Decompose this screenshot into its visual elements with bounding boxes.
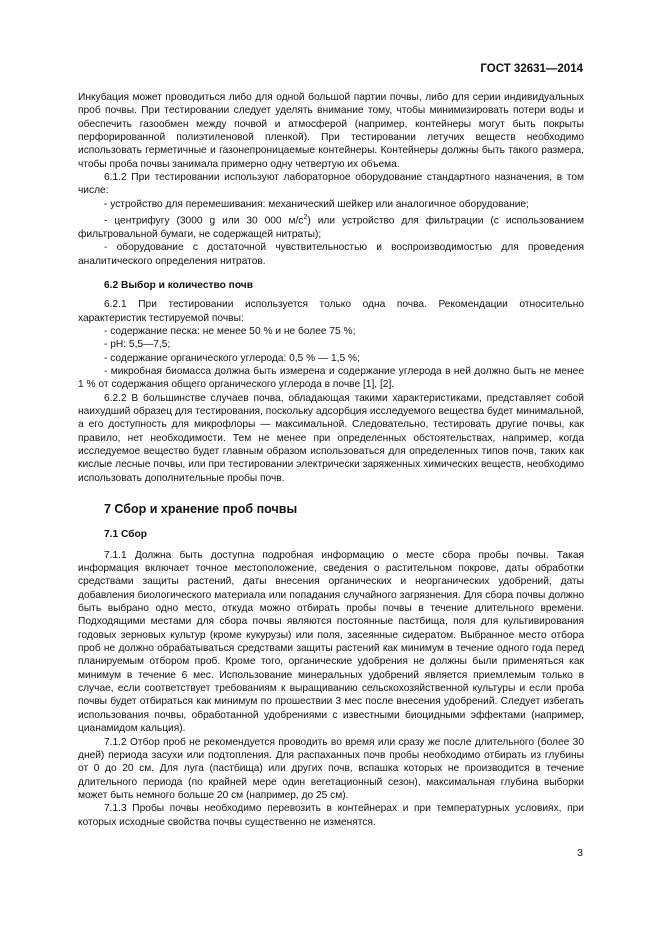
centrifuge-text-end: ) или устройство для фильтрации (с использованием фильтровальной бумаги, не содержащей нитраты);	[78, 215, 584, 240]
list-item-shaker: - устройство для перемешивания: механический шейкер или аналогичное оборудование;	[104, 198, 529, 210]
section-heading-6-2: 6.2 Выбор и количество почв	[104, 279, 253, 291]
list-item-analytical-equipment: - оборудование с достаточной чувствительностью и воспроизводимостью для проведения аналитического определения нитратов.	[78, 242, 584, 267]
list-item-centrifuge	[78, 211, 584, 241]
section-heading-7-1: 7.1 Сбор	[104, 529, 147, 541]
superscript-two: 2	[303, 214, 308, 222]
page-number: 3	[577, 847, 583, 859]
document-id-header: ГОСТ 32631—2014	[480, 63, 583, 75]
document-body	[78, 91, 584, 829]
paragraph-7-1-1: 7.1.1 Должна быть доступна подробная информацию о месте сбора пробы почвы. Такая информация включает точное местоположение, сведения о растительном покрове, даты обработки средствами защиты растений, даты внесения органических и неорганических удобрений, даты добавления биологического материала или попадания случайного загрязнения. Для сбора почвы должно быть выбрано одно место, откуда можно отбирать пробы почвы в течение длительного времени. Подходящими местами для сбора почвы являются постоянные пастбища, поля для культивирования годовых зерновых культур (кроме кукурузы) или поля, засеянные сидератом. Выбранное место отбора проб не должно обрабатываться средствами защиты растений как минимум в течение одного года перед планируемым отбором проб. Кроме того, органические удобрения не должны были применяться как минимум в течение 6 мес. Использование минеральных удобрений является приемлемым только в случае, если соответствует требованиям к выращиванию сельскохозяйственной культуры и если проба почвы будет отбираться как минимум по прошествии 3 мес после внесения удобрений. Следует избегать использования почвы, обработанной удобрениями с известными биоцидными эффектами (например, цианамидом кальция).	[78, 549, 584, 735]
paragraph-6-1-2: 6.1.2 При тестировании используют лабораторное оборудование стандартного назначения, в том числе:	[78, 172, 584, 197]
centrifuge-text-start: - центрифугу (3000 g или 30 000 м/с	[104, 215, 304, 227]
paragraph-6-2-1: 6.2.1 При тестировании используется только одна почва. Рекомендации относительно характеристик тестируемой почвы:	[78, 299, 584, 324]
section-heading-7: 7 Сбор и хранение проб почвы	[104, 502, 298, 517]
list-item-sand: - содержание песка: не менее 50 % и не более 75 %;	[104, 325, 356, 337]
paragraph-7-1-2: 7.1.2 Отбор проб не рекомендуется проводить во время или сразу же после длительного (более 30 дней) периода засухи или подтопления. Для распаханных почв пробы необходимо отбирать из глубины от 0 до 20 см. Для луга (пастбища) или других почв, вспашка которых не производится в течение длительного периода (по крайней мере один вегетационный сезон), максимальная глубина выборки может быть немного больше 20 см (например, до 25 см).	[78, 736, 584, 801]
list-item-ph: - pH: 5,5—7,5;	[104, 339, 171, 351]
list-item-organic-carbon: - содержание органического углерода: 0,5 % — 1,5 %;	[104, 352, 360, 364]
paragraph-incubation: Инкубация может проводиться либо для одной большой партии почвы, либо для серии индивидуальных проб почвы. При тестировании следует уделять внимание тому, чтобы минимизировать потери воды и обеспечить газообмен между почвой и атмосферой (например, контейнеры могут быть покрыты перфорированной полиэтиленовой пленкой). При тестировании летучих веществ необходимо использовать герметичные и газонепроницаемые контейнеры. Контейнеры должны быть такого размера, чтобы проба почвы занимала примерно одну четвертую их объема.	[78, 92, 584, 170]
list-item-biomass: - микробная биомасса должна быть измерена и содержание углерода в ней должно быть не менее 1 % от содержания общего органического углерода в почве [1], [2].	[78, 365, 584, 391]
paragraph-7-1-3: 7.1.3 Пробы почвы необходимо перевозить в контейнерах и при температурных условиях, при которых исходные свойства почвы существенно не изменятся.	[78, 803, 584, 828]
paragraph-6-2-2: 6.2.2 В большинстве случаев почва, обладающая такими характеристиками, представляет собой наихудший образец для тестирования, поскольку адсорбция исследуемого вещества будет минимальной, а его доступность для микрофлоры — максимальной. Следовательно, тестировать другие почвы, как правило, нет необходимости. Тем не менее при определенных обстоятельствах, например, когда исследуемое вещество будет главным образом использоваться для определенных типов почв, таких как кислые лесные почвы, или при тестировании электрически заряженных химических веществ, необходимо использовать дополнительные пробы почв.	[78, 392, 584, 484]
